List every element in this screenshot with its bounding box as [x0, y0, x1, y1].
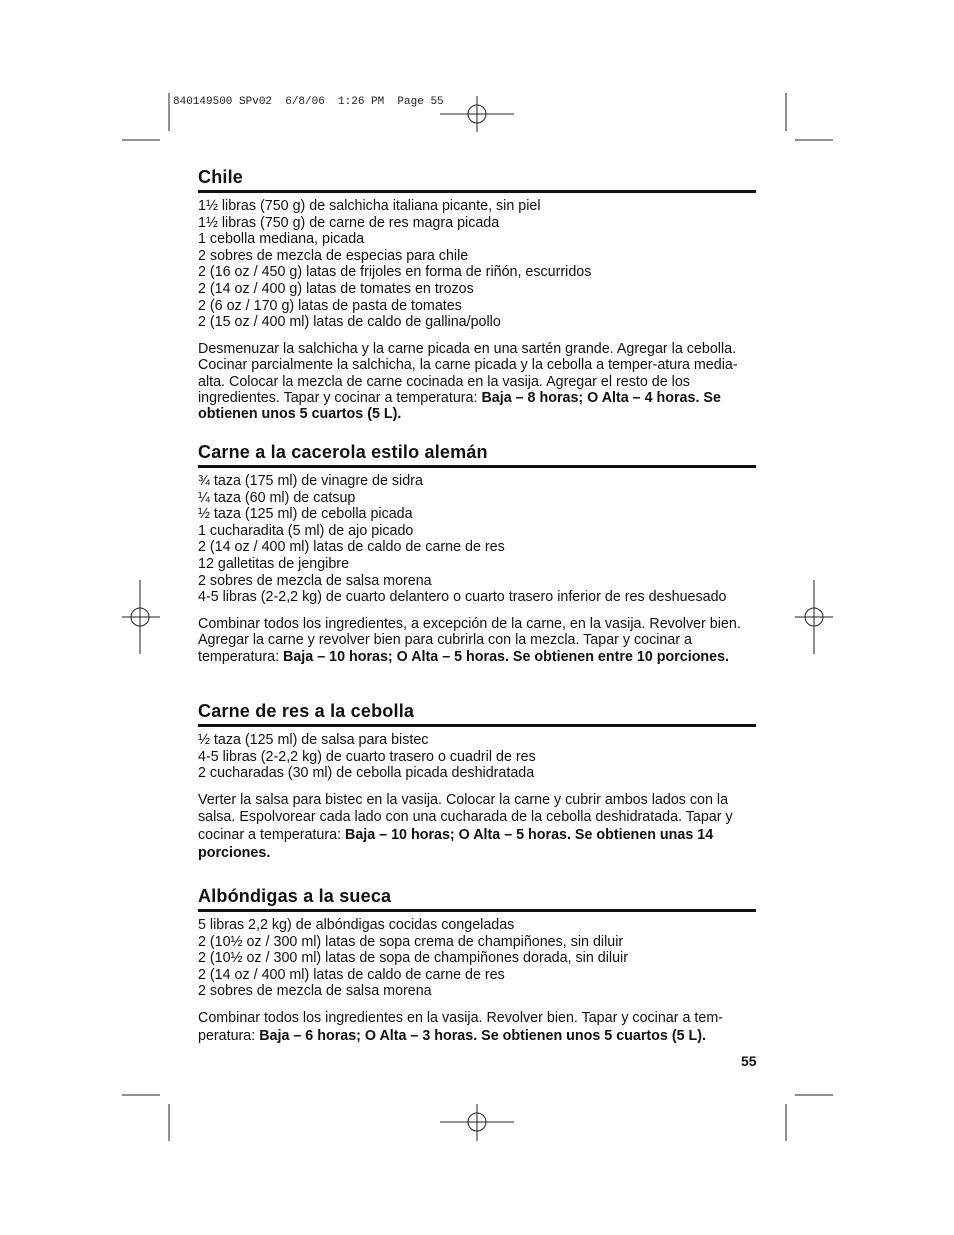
- title-rule: [198, 465, 756, 468]
- ingredient: 12 galletitas de jengibre: [198, 555, 350, 572]
- ingredient: 2 (14 oz / 400 g) latas de tomates en trozos: [198, 280, 474, 297]
- ingredient-list: [198, 198, 758, 331]
- title-rule: [198, 909, 756, 912]
- instructions-text: Combinar todos los ingredientes en la vasija. Revolver bien. Tapar y cocinar a tem-peratura:: [198, 1009, 724, 1044]
- title-rule: [198, 190, 756, 193]
- title-rule: [198, 724, 756, 727]
- ingredient: 4-5 libras (2-2,2 kg) de cuarto delantero o cuarto trasero inferior de res deshuesado: [198, 589, 727, 606]
- ingredient: 2 sobres de mezcla de especias para chile: [198, 247, 469, 264]
- recipe-title: Albóndigas a la sueca: [198, 886, 392, 906]
- ingredient: 2 (6 oz / 170 g) latas de pasta de tomates: [198, 297, 462, 314]
- instructions: [198, 616, 758, 665]
- ingredient: 2 (14 oz / 400 ml) latas de caldo de carne de res: [198, 966, 505, 983]
- registration-mark-left: [122, 580, 160, 654]
- instructions-text: Desmenuzar la salchicha y la carne picada en una sartén grande. Agregar la cebolla. Cocinar parcialmente la salchicha, la carne picada y la cebolla a temper-atura media-alta. Colocar la mezcla de carne cocinada en la vasija. Agregar el resto de los ingredientes. Tapar y cocinar a temperatura:: [198, 340, 738, 406]
- ingredient: 2 (15 oz / 400 ml) latas de caldo de gallina/pollo: [198, 314, 501, 331]
- ingredient: ¼ taza (60 ml) de catsup: [198, 489, 356, 506]
- ingredient: 2 sobres de mezcla de salsa morena: [198, 572, 432, 589]
- instructions-text: Combinar todos los ingredientes, a excepción de la carne, en la vasija. Revolver bien. Agregar la carne y revolver bien para cubrirla con la mezcla. Tapar y cocinar a temperatura:: [198, 615, 741, 665]
- ingredient-list: [198, 917, 758, 1000]
- ingredient: 1 cebolla mediana, picada: [198, 231, 365, 248]
- recipe-title: Carne a la cacerola estilo alemán: [198, 442, 488, 462]
- ingredient-list: [198, 473, 758, 606]
- ingredient: 1½ libras (750 g) de salchicha italiana picante, sin piel: [198, 198, 541, 214]
- instructions: [198, 1010, 758, 1045]
- ingredient: ½ taza (125 ml) de salsa para bistec: [198, 732, 429, 748]
- ingredient: 2 sobres de mezcla de salsa morena: [198, 983, 432, 1000]
- instructions: [198, 792, 758, 862]
- ingredient-list: [198, 732, 758, 782]
- ingredient: ¾ taza (175 ml) de vinagre de sidra: [198, 473, 423, 489]
- instructions-bold: Baja – 10 horas; O Alta – 5 horas. Se obtienen entre 10 porciones.: [283, 648, 730, 665]
- instructions: [198, 341, 758, 423]
- registration-mark-right: [795, 580, 833, 654]
- instructions-bold: Baja – 8 horas; O Alta – 4 horas. Se obtienen unos 5 cuartos (5 L).: [198, 389, 721, 423]
- registration-mark-top: [440, 96, 514, 132]
- recipe-carne-cacerola: [198, 441, 758, 665]
- ingredient: 2 cucharadas (30 ml) de cebolla picada deshidratada: [198, 765, 535, 782]
- ingredient: 2 (14 oz / 400 ml) latas de caldo de carne de res: [198, 539, 505, 556]
- ingredient: 1 cucharadita (5 ml) de ajo picado: [198, 522, 414, 539]
- ingredient: 4-5 libras (2-2,2 kg) de cuarto trasero o cuadril de res: [198, 748, 536, 765]
- recipe-title: Carne de res a la cebolla: [198, 701, 415, 721]
- recipe-albondigas: [198, 885, 758, 1045]
- recipe-title: Chile: [198, 167, 244, 187]
- ingredient: 2 (10½ oz / 300 ml) latas de sopa crema de champiñones, sin diluir: [198, 933, 624, 950]
- ingredient: ½ taza (125 ml) de cebolla picada: [198, 506, 413, 523]
- instructions-bold: Baja – 10 horas; O Alta – 5 horas. Se obtienen unas 14 porciones.: [198, 826, 714, 861]
- instructions-text: Verter la salsa para bistec en la vasija. Colocar la carne y cubrir ambos lados con la salsa. Espolvorear cada lado con una cucharada de la cebolla deshidratada. Tapar y cocinar a temperatura:: [198, 791, 733, 843]
- recipe-carne-cebolla: [198, 700, 758, 862]
- print-slug: 840149500 SPv02 6/8/06 1:26 PM Page 55: [173, 96, 444, 108]
- recipe-chile: [198, 166, 758, 423]
- ingredient: 2 (16 oz / 450 g) latas de frijoles en forma de riñón, escurridos: [198, 264, 592, 281]
- instructions-bold: Baja – 6 horas; O Alta – 3 horas. Se obtienen unos 5 cuartos (5 L).: [259, 1027, 706, 1044]
- ingredient: 1½ libras (750 g) de carne de res magra picada: [198, 214, 500, 231]
- ingredient: 2 (10½ oz / 300 ml) latas de sopa de champiñones dorada, sin diluir: [198, 950, 628, 967]
- ingredient: 5 libras 2,2 kg) de albóndigas cocidas congeladas: [198, 917, 515, 933]
- registration-mark-bottom: [440, 1104, 514, 1141]
- page-number: 55: [741, 1053, 757, 1069]
